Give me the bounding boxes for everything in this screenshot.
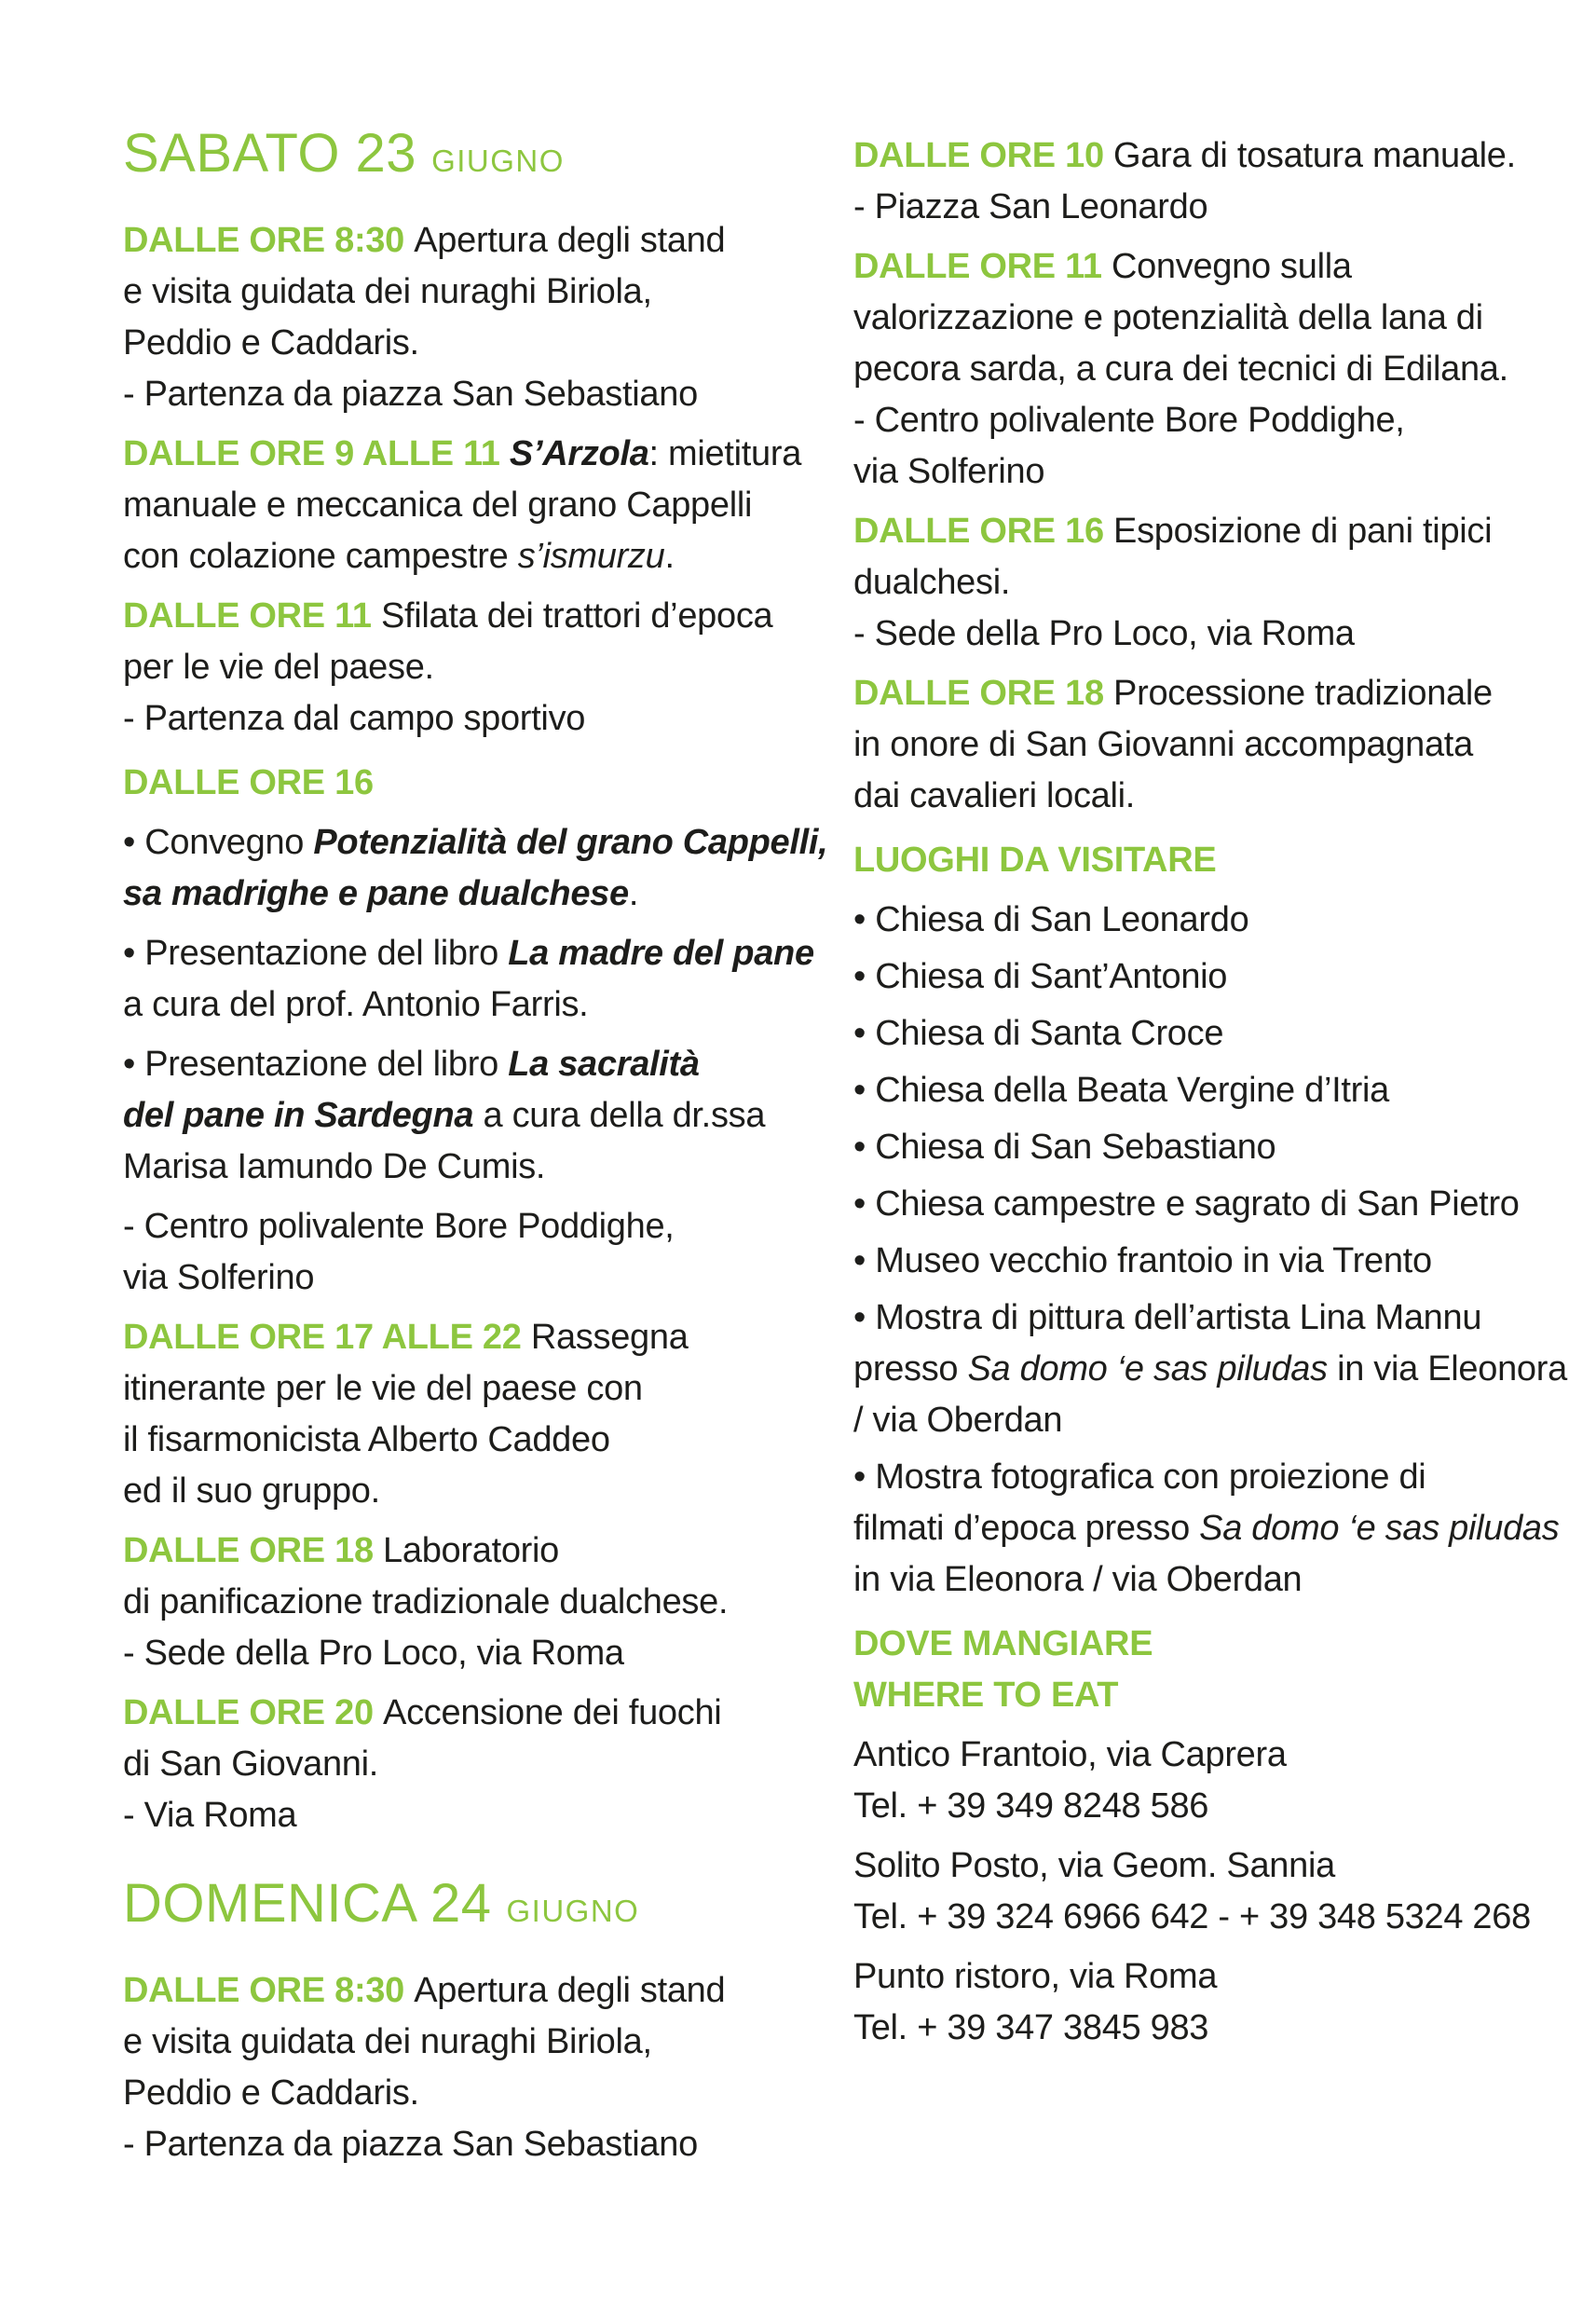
text-line [123,1201,853,1252]
time-label: DALLE ORE 20 [123,1693,384,1732]
text-run: - Centro polivalente Bore Poddighe, [853,401,1405,440]
event-paragraph [123,1039,853,1193]
text-line [123,1415,853,1466]
text-run: dualchesi. [853,563,1011,602]
text-run: Convegno sulla [1111,247,1352,286]
event-paragraph [123,215,853,420]
section-heading [853,1619,1589,1721]
text-run: Processione tradizionale [1113,674,1493,713]
text-line [123,1252,853,1304]
text-run: • Mostra fotografica con proiezione di [853,1457,1426,1497]
day-heading [123,125,853,197]
text-run: Sa domo ‘e sas piludas [1199,1509,1560,1548]
time-label: DALLE ORE 10 [853,136,1114,175]
text-run: via Solferino [853,452,1045,491]
text-line [853,951,1589,1003]
text-run: di panificazione tradizionale dualchese. [123,1582,729,1621]
event-paragraph [123,1965,853,2170]
text-run: Accensione dei fuochi [383,1693,722,1732]
text-run: Tel. + 39 347 3845 983 [853,2008,1209,2047]
text-line [853,835,1589,886]
event-paragraph [123,429,853,582]
text-line [853,1065,1589,1116]
text-run: . [628,874,639,913]
day-title: SABATO 23 [123,123,417,184]
text-line [853,446,1589,498]
text-line [123,591,853,642]
text-line [853,1670,1589,1721]
text-run: ed il suo gruppo. [123,1471,380,1511]
text-line [853,557,1589,609]
contact-entry [853,1951,1589,2054]
text-line [123,2017,853,2068]
text-line [123,758,853,809]
text-line [123,1739,853,1790]
text-run: • Chiesa di San Leonardo [853,900,1249,939]
text-line [853,1122,1589,1173]
text-run: Gara di tosatura manuale. [1113,136,1516,175]
left-column [123,125,853,2179]
time-label: DALLE ORE 18 [853,674,1114,713]
text-line [123,1628,853,1679]
text-run: Marisa Iamundo De Cumis. [123,1147,546,1186]
text-line [123,869,853,920]
text-line [853,395,1589,446]
text-line [853,1293,1589,1344]
text-run: - Sede della Pro Loco, via Roma [853,614,1355,653]
event-paragraph [123,1201,853,1304]
text-line [123,267,853,318]
text-run: : mietitura [648,434,802,473]
text-run: Punto ristoro, via Roma [853,1957,1218,1996]
text-line [853,609,1589,660]
contact-entry [853,1730,1589,1832]
month-label: GIUGNO [506,1894,640,1928]
text-line [123,642,853,693]
text-line [853,1730,1589,1781]
text-run: di San Giovanni. [123,1744,379,1784]
event-paragraph [123,1525,853,1679]
text-line [853,1892,1589,1943]
text-run: / via Oberdan [853,1401,1063,1440]
text-line [123,1090,853,1142]
text-run: Potenzialità del grano Cappelli, [313,823,828,862]
event-paragraph [853,241,1589,498]
text-run: S’Arzola [509,434,649,473]
text-line [853,1452,1589,1503]
text-run: dai cavalieri locali. [853,776,1136,815]
month-label: GIUGNO [431,144,565,178]
text-line [853,1781,1589,1832]
text-run: • Convegno [123,823,314,862]
text-run: presso [853,1349,968,1389]
text-line [123,369,853,420]
text-run: Antico Frantoio, via Caprera [853,1735,1287,1774]
text-run: • Chiesa di Sant’Antonio [853,957,1228,996]
text-line [853,1951,1589,2003]
text-run: manuale e meccanica del grano Cappelli [123,486,753,525]
text-run: • Mostra di pittura dell’artista Lina Mannu [853,1298,1482,1337]
text-line [853,241,1589,293]
time-label: DALLE ORE 9 ALLE 11 [123,434,510,473]
time-label: DALLE ORE 11 [853,247,1112,286]
time-label: DOVE MANGIARE [853,1624,1153,1663]
text-line [853,719,1589,771]
text-line [853,182,1589,233]
text-run: pecora sarda, a cura dei tecnici di Edilana. [853,349,1508,389]
text-line [853,130,1589,182]
text-line [123,928,853,979]
text-run: La madre del pane [508,934,814,973]
text-run: e visita guidata dei nuraghi Biriola, [123,272,652,311]
time-label: DALLE ORE 8:30 [123,221,415,260]
text-run: Tel. + 39 349 8248 586 [853,1786,1209,1826]
text-line [853,1344,1589,1395]
text-line [123,1466,853,1517]
event-paragraph [123,817,853,920]
text-run: in via Eleonora [1327,1349,1567,1389]
text-run: • Chiesa della Beata Vergine d’Itria [853,1071,1389,1110]
section-heading [123,758,853,809]
text-line [123,1790,853,1841]
text-run: s’ismurzu [517,537,665,576]
text-line [123,1142,853,1193]
text-line [853,293,1589,344]
text-run: valorizzazione e potenzialità della lana di [853,298,1483,337]
text-run: Peddio e Caddaris. [123,2073,419,2113]
text-line [853,771,1589,822]
text-line [853,1179,1589,1230]
text-run: Peddio e Caddaris. [123,323,419,363]
text-line [123,817,853,869]
text-run: via Solferino [123,1258,315,1297]
text-line [123,1312,853,1363]
text-line [123,1525,853,1577]
text-run: sa madrighe e pane dualchese [123,874,629,913]
text-run: del pane in Sardegna [123,1096,474,1135]
text-line [123,429,853,480]
text-line [123,1039,853,1090]
text-line [123,2068,853,2119]
event-paragraph [123,1688,853,1841]
text-line [853,1840,1589,1892]
text-line [853,506,1589,557]
text-line [123,531,853,582]
time-label: DALLE ORE 11 [123,596,381,636]
text-run: • Museo vecchio frantoio in via Trento [853,1241,1432,1280]
text-run: - Via Roma [123,1796,297,1835]
list-item [853,1179,1589,1230]
time-label: DALLE ORE 18 [123,1531,384,1570]
text-line [853,1619,1589,1670]
text-run: per le vie del paese. [123,648,434,687]
event-paragraph [123,591,853,745]
text-line [853,1554,1589,1606]
text-run: - Centro polivalente Bore Poddighe, [123,1207,675,1246]
text-run: - Partenza da piazza San Sebastiano [123,2125,698,2164]
text-run: e visita guidata dei nuraghi Biriola, [123,2022,652,2061]
text-run: • Presentazione del libro [123,934,509,973]
text-run: Sfilata dei trattori d’epoca [380,596,773,636]
contact-entry [853,1840,1589,1943]
day-heading [123,1875,853,1947]
event-paragraph [123,928,853,1031]
text-line [123,979,853,1031]
event-paragraph [853,506,1589,660]
list-item [853,895,1589,946]
text-line [853,668,1589,719]
text-line [123,2119,853,2170]
text-run: Apertura degli stand [414,221,726,260]
list-item [853,1008,1589,1060]
text-run: • Chiesa di Santa Croce [853,1014,1224,1053]
day-title: DOMENICA 24 [123,1873,492,1934]
text-run: • Presentazione del libro [123,1045,509,1084]
text-run: . [664,537,675,576]
list-item [853,1293,1589,1446]
time-label: DALLE ORE 16 [123,763,374,802]
text-run: itinerante per le vie del paese con [123,1369,643,1408]
text-run: - Piazza San Leonardo [853,187,1208,226]
text-run: Laboratorio [383,1531,559,1570]
text-line [123,480,853,531]
text-run: filmati d’epoca presso [853,1509,1200,1548]
text-run: in onore di San Giovanni accompagnata [853,725,1473,764]
text-run: Tel. + 39 324 6966 642 - + 39 348 5324 268 [853,1897,1531,1936]
text-line [123,318,853,369]
list-item [853,1122,1589,1173]
text-run: Esposizione di pani tipici [1113,512,1493,551]
text-run: La sacralità [508,1045,700,1084]
text-run: - Partenza da piazza San Sebastiano [123,375,698,414]
event-paragraph [123,1312,853,1517]
text-line [853,1503,1589,1554]
section-heading [853,835,1589,886]
text-run: il fisarmonicista Alberto Caddeo [123,1420,610,1459]
list-item [853,1452,1589,1606]
text-line [853,1395,1589,1446]
text-run: a cura del prof. Antonio Farris. [123,985,589,1024]
text-run: Apertura degli stand [414,1971,726,2010]
text-line [123,1965,853,2017]
text-line [123,1363,853,1415]
time-label: DALLE ORE 16 [853,512,1114,551]
text-run: - Partenza dal campo sportivo [123,699,586,738]
text-run: • Chiesa di San Sebastiano [853,1128,1276,1167]
text-line [853,895,1589,946]
event-paragraph [853,668,1589,822]
text-run: con colazione campestre [123,537,518,576]
text-line [853,2003,1589,2054]
text-run: Sa domo ‘e sas piludas [967,1349,1328,1389]
list-item [853,1236,1589,1287]
text-line [853,1008,1589,1060]
time-label: DALLE ORE 8:30 [123,1971,415,2010]
time-label: DALLE ORE 17 ALLE 22 [123,1318,531,1357]
text-line [123,1577,853,1628]
text-run: • Chiesa campestre e sagrato di San Pietro [853,1184,1520,1224]
text-run: in via Eleonora / via Oberdan [853,1560,1303,1599]
text-line [853,344,1589,395]
text-run: Solito Posto, via Geom. Sannia [853,1846,1335,1885]
text-run: a cura della dr.ssa [473,1096,766,1135]
text-run: Rassegna [530,1318,689,1357]
event-paragraph [853,130,1589,233]
time-label: WHERE TO EAT [853,1676,1119,1715]
time-label: LUOGHI DA VISITARE [853,841,1217,880]
list-item [853,1065,1589,1116]
right-column [853,130,1589,2062]
list-item [853,951,1589,1003]
text-line [123,693,853,745]
text-run: - Sede della Pro Loco, via Roma [123,1634,624,1673]
text-line [123,1688,853,1739]
text-line [853,1236,1589,1287]
text-line [123,215,853,267]
